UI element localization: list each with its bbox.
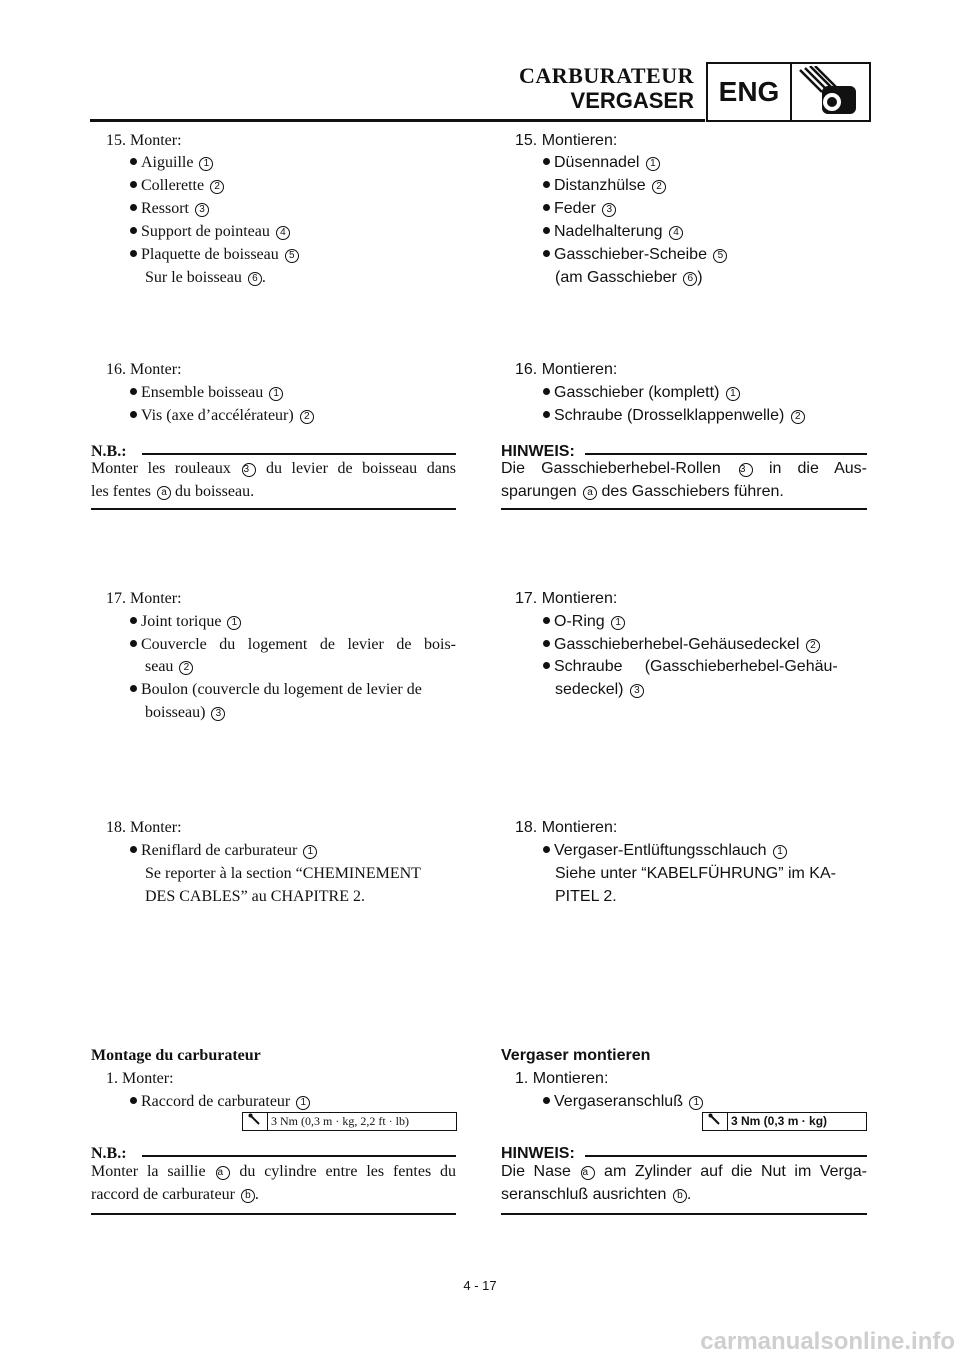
- list-item: Schraube (Gasschieberhebel-Gehäu-: [543, 658, 838, 676]
- note-rule: [142, 1155, 456, 1157]
- note-rule: [91, 508, 456, 510]
- list-item-cont: Siehe unter “KABELFÜHRUNG” im KA-: [555, 865, 836, 882]
- note-rule: [501, 1213, 867, 1215]
- de-step-17: 17. Montieren:: [515, 590, 618, 607]
- list-item: Schraube (Drosselklappenwelle) 2: [543, 407, 805, 425]
- de-step-15: 15. Montieren:: [515, 132, 618, 149]
- list-item: Distanzhülse 2: [543, 177, 666, 195]
- header-rule: [90, 119, 705, 122]
- list-item: Raccord de carburateur 1: [130, 1093, 310, 1111]
- list-item: Collerette 2: [130, 177, 224, 195]
- fr-step-17: 17. Monter:: [106, 590, 182, 607]
- watermark: carmanualsonline.info: [700, 1328, 955, 1355]
- list-item: Joint torique 1: [130, 613, 241, 631]
- list-item-cont: boisseau) 3: [145, 704, 225, 722]
- list-item-cont: DES CABLES” au CHAPITRE 2.: [145, 888, 365, 905]
- page-number: 4 - 17: [463, 1278, 497, 1293]
- note-rule: [142, 453, 456, 455]
- torque-wrench-icon: [243, 1113, 268, 1130]
- list-item-cont: sedeckel) 3: [555, 681, 644, 699]
- list-item: Reniflard de carburateur 1: [130, 842, 317, 860]
- list-item: Vergaseranschluß 1: [543, 1093, 703, 1111]
- fr-step-16: 16. Monter:: [106, 361, 182, 378]
- de-note-line-1: Die Nase a am Zylinder auf die Nut im Verga-: [501, 1163, 868, 1180]
- fr-nb-line-1: Monter les rouleaux 3 du levier de boisseau dans: [91, 460, 457, 477]
- fr-step-15: 15. Monter:: [106, 132, 182, 149]
- list-item: Aiguille 1: [130, 154, 213, 172]
- list-item: Vergaser-Entlüftungsschlauch 1: [543, 842, 787, 860]
- torque-spec: 3 Nm (0,3 m · kg): [702, 1112, 867, 1131]
- list-item: Nadelhalterung 4: [543, 223, 683, 241]
- list-item-note: Sur le boisseau 6 .: [145, 269, 266, 286]
- fr-nb-label: N.B.:: [91, 1145, 127, 1162]
- list-item-note: (am Gasschieber 6 ): [555, 269, 703, 286]
- fr-step-18: 18. Monter:: [106, 819, 182, 836]
- fr-nb-label: N.B.:: [91, 443, 127, 460]
- torque-wrench-icon: [703, 1113, 728, 1130]
- de-step-1: 1. Montieren:: [515, 1070, 609, 1087]
- de-note-label: HINWEIS:: [501, 1145, 575, 1162]
- list-item: Gasschieber-Scheibe 5: [543, 246, 727, 264]
- de-step-16: 16. Montieren:: [515, 361, 618, 378]
- note-rule: [585, 1155, 867, 1157]
- list-item: Gasschieber (komplett) 1: [543, 384, 740, 402]
- torque-spec: 3 Nm (0,3 m · kg, 2,2 ft · lb): [242, 1112, 457, 1131]
- list-item: O-Ring 1: [543, 613, 625, 631]
- note-rule: [91, 1213, 456, 1215]
- de-note-line-2: seranschluß ausrichten b .: [501, 1186, 692, 1203]
- fr-nb-line-2: raccord de carburateur b .: [91, 1186, 259, 1203]
- de-step-18: 18. Montieren:: [515, 819, 618, 836]
- list-item: Feder 3: [543, 200, 616, 218]
- list-item: Support de pointeau 4: [130, 223, 290, 241]
- note-rule: [501, 508, 867, 510]
- list-item: Ensemble boisseau 1: [130, 384, 283, 402]
- fr-section-title: Montage du carburateur: [91, 1047, 261, 1064]
- list-item: Vis (axe d’accélérateur) 2: [130, 407, 314, 425]
- list-item: Boulon (couvercle du logement de levier de: [130, 681, 422, 699]
- list-item-cont: seau 2: [145, 658, 193, 676]
- eng-badge: [706, 62, 871, 122]
- note-rule: [585, 453, 867, 455]
- de-note-line-1: Die Gasschieberhebel-Rollen 3 in die Aus-: [501, 460, 868, 477]
- eng-badge-label: ENG: [708, 64, 792, 120]
- list-item-cont: Se reporter à la section “CHEMINEMENT: [145, 865, 421, 882]
- list-item-cont: PITEL 2.: [555, 888, 617, 905]
- header-title-de: VERGASER: [570, 88, 694, 113]
- fr-nb-line-2: les fentes a du boisseau.: [91, 483, 255, 500]
- list-item: Couvercle du logement de levier de bois-: [130, 636, 456, 654]
- list-item: Düsennadel 1: [543, 154, 660, 172]
- de-note-label: HINWEIS:: [501, 443, 575, 460]
- engine-wrench-icon: [792, 66, 867, 118]
- list-item: Plaquette de boisseau 5: [130, 246, 299, 264]
- de-note-line-2: sparungen a des Gasschiebers führen.: [501, 483, 784, 500]
- header-title-fr: CARBURATEUR: [519, 63, 694, 88]
- de-section-title: Vergaser montieren: [501, 1047, 651, 1064]
- list-item: Ressort 3: [130, 200, 209, 218]
- fr-nb-line-1: Monter la saillie a du cylindre entre les fentes du: [91, 1163, 457, 1180]
- fr-step-1: 1. Monter:: [106, 1070, 174, 1087]
- list-item: Gasschieberhebel-Gehäusedeckel 2: [543, 636, 820, 654]
